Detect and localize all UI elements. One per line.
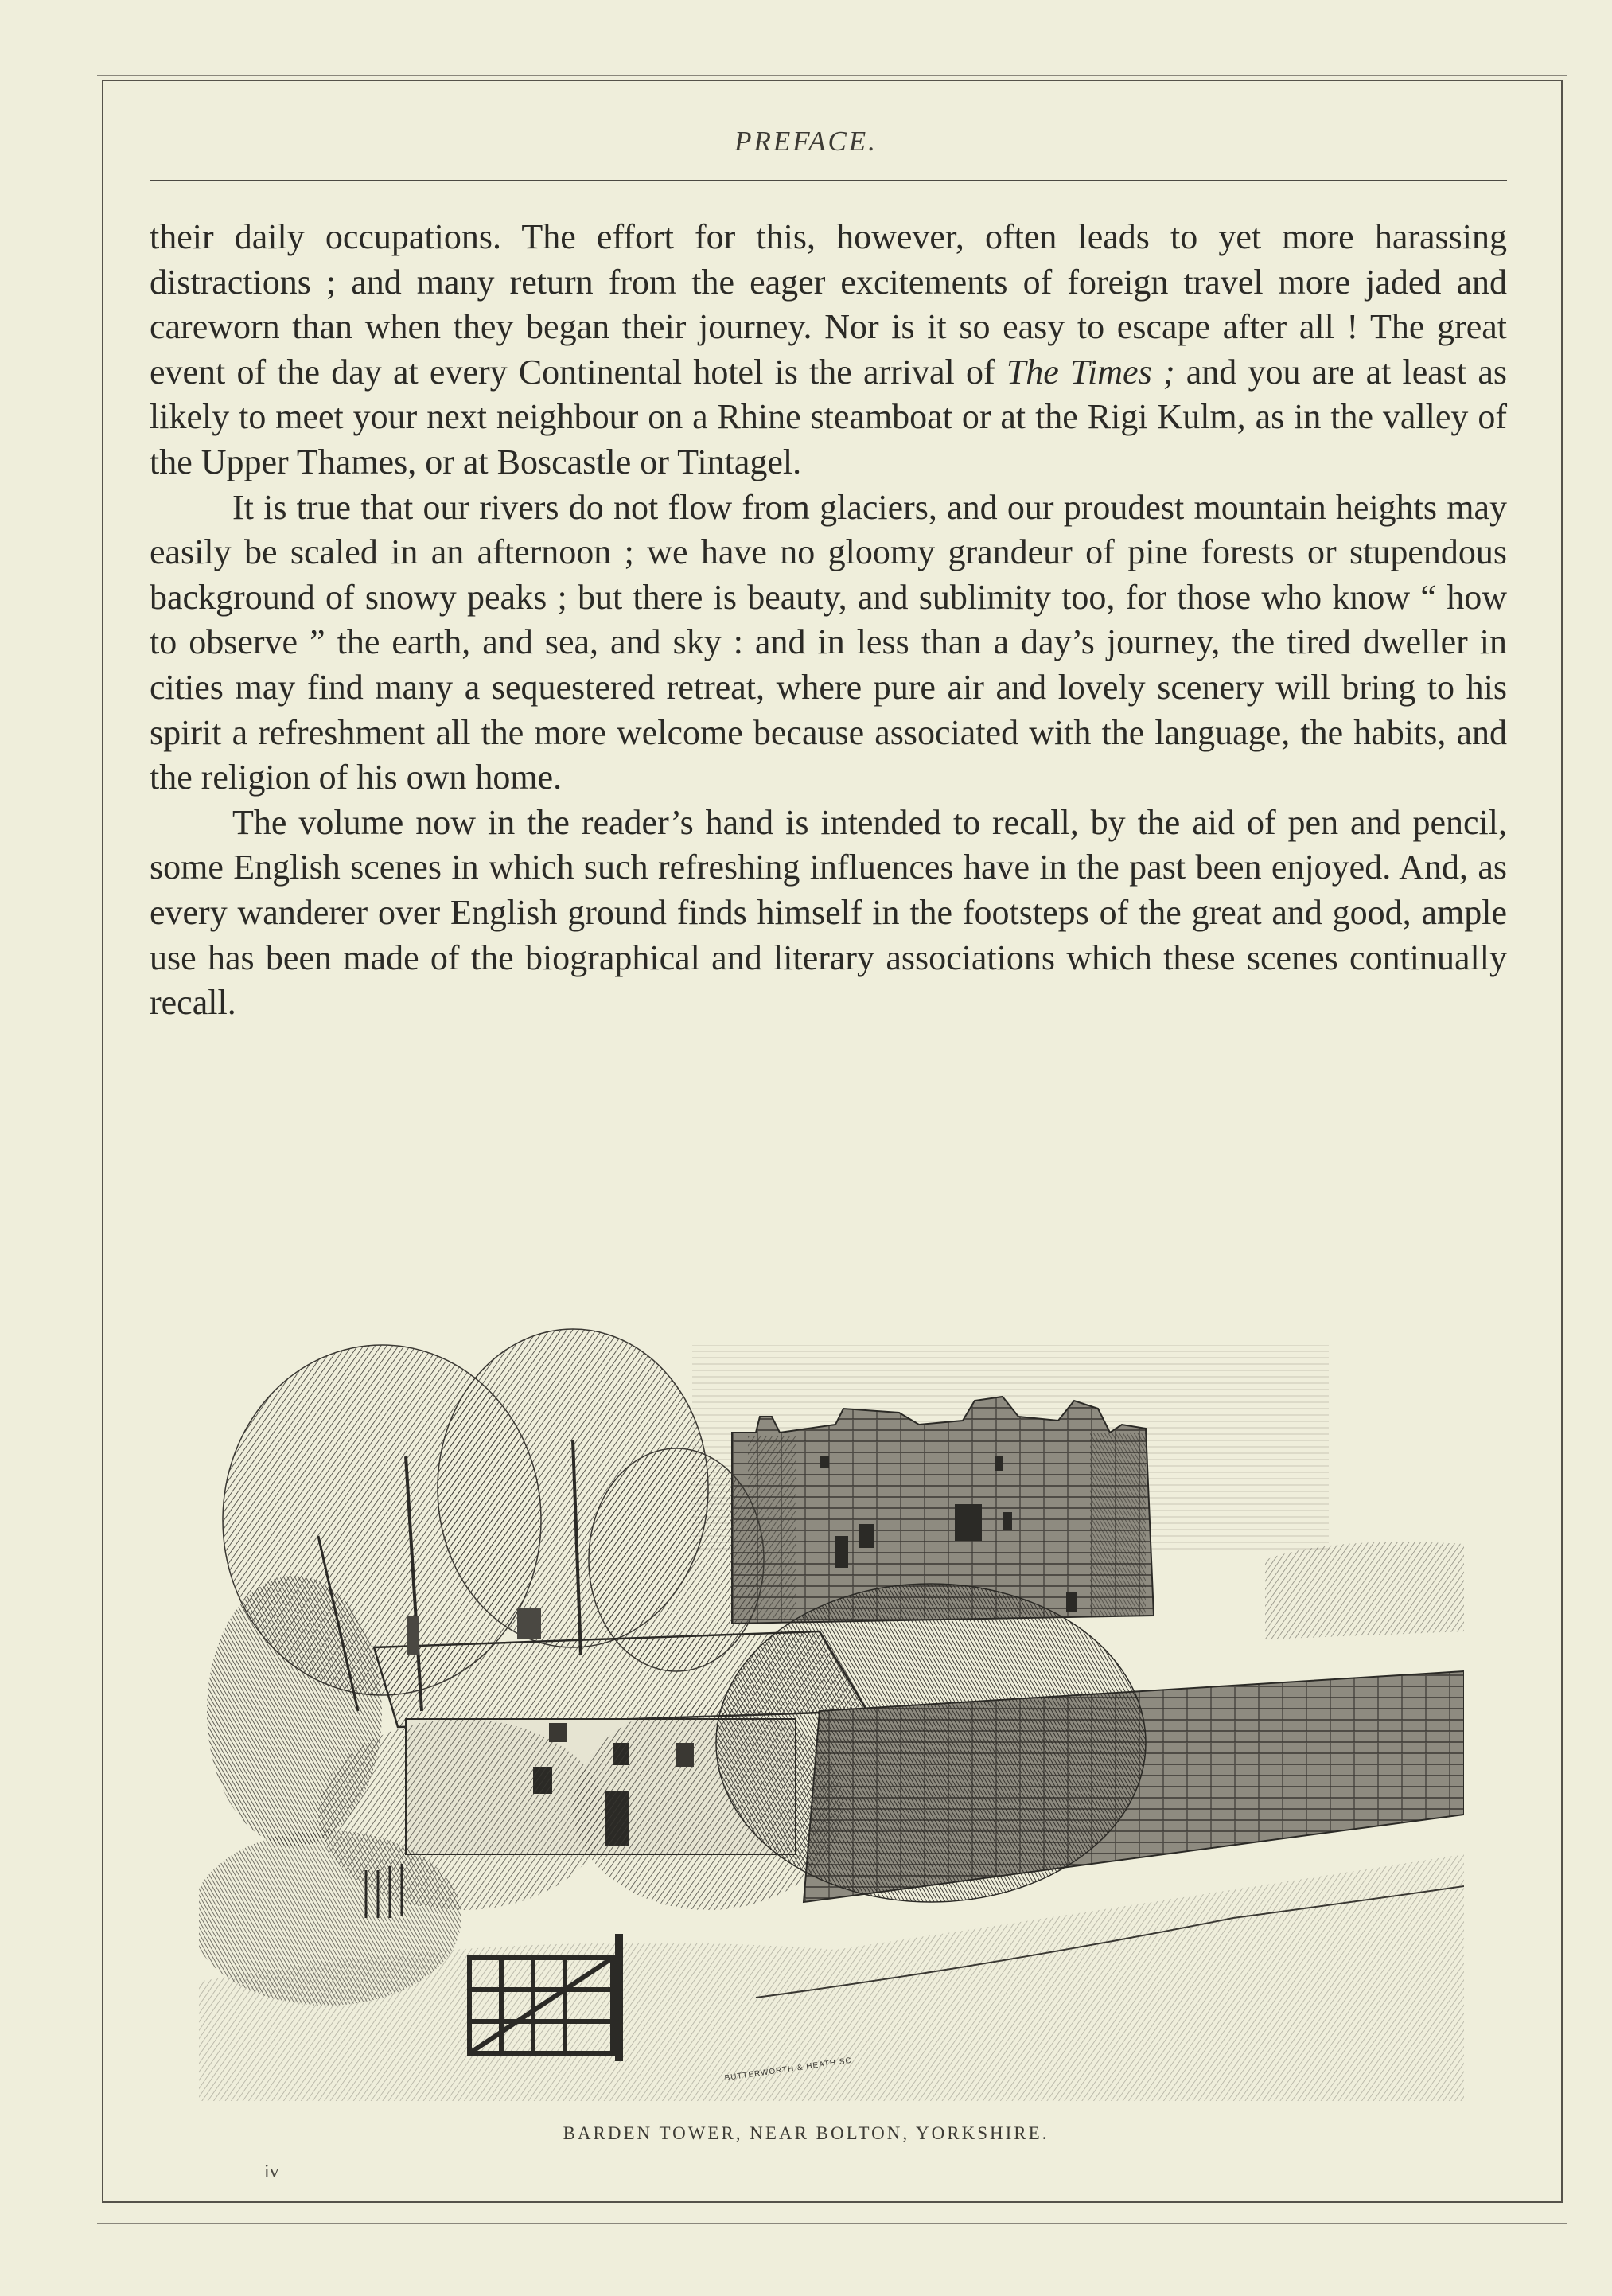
paragraph <box>150 801 1507 1026</box>
body-text <box>150 215 1507 1026</box>
paragraph-text: It is true that our rivers do not flow from glaciers, and our proudest mountain heights may easily be scaled in an afternoon ; we have no gloomy grandeur of pine forests or stupendous background of snowy peaks ; but there is beauty, and sublimity too, for those who know “ how to observe ” the earth, and sea, and sky : and in less than a day’s journey, the tired dweller in cities may find many a sequestered retreat, where pure air and lovely scenery will bring to his spirit a refreshment all the more welcome because associated with the language, the habits, and the religion of his own home. <box>150 487 1507 797</box>
page-number: iv <box>264 2162 279 2182</box>
paragraph <box>150 485 1507 801</box>
figure-caption: BARDEN TOWER, NEAR BOLTON, YORKSHIRE. <box>563 2123 1049 2143</box>
running-head: PREFACE. <box>734 126 878 157</box>
paragraph-text: and you are at least as likely to meet your next neighbour on a Rhine steamboat or at the Rigi Kulm, as in the valley of the Upper Thames, or at Boscastle or Tintagel. <box>150 352 1507 481</box>
engraver-signature: BUTTERWORTH & HEATH SC <box>724 2056 853 2084</box>
engraving-illustration <box>199 1297 1464 2101</box>
header-rule <box>150 180 1507 181</box>
engraving-drawing <box>199 1297 1464 2101</box>
distant-hills <box>1265 1542 1464 1640</box>
italic-title: The Times ; <box>1006 352 1175 392</box>
paragraph-text: their daily occupations. The effort for this, however, often leads to yet more harassing distractions ; and many return from the eager excitements of foreign travel more jaded and careworn than when they began their journey. Nor is it so easy to escape after all ! The great event of the day at every Continental hotel is the arrival of <box>150 217 1507 392</box>
paragraph-text: The volume now in the reader’s hand is intended to recall, by the aid of pen and pencil, some English scenes in which such refreshing influences have in the past been enjoyed. And, as every wanderer over English ground finds himself in the footsteps of the great and good, ample use has been made of the biographical and literary associations which these scenes continually recall. <box>150 802 1507 1023</box>
paragraph <box>150 215 1507 485</box>
